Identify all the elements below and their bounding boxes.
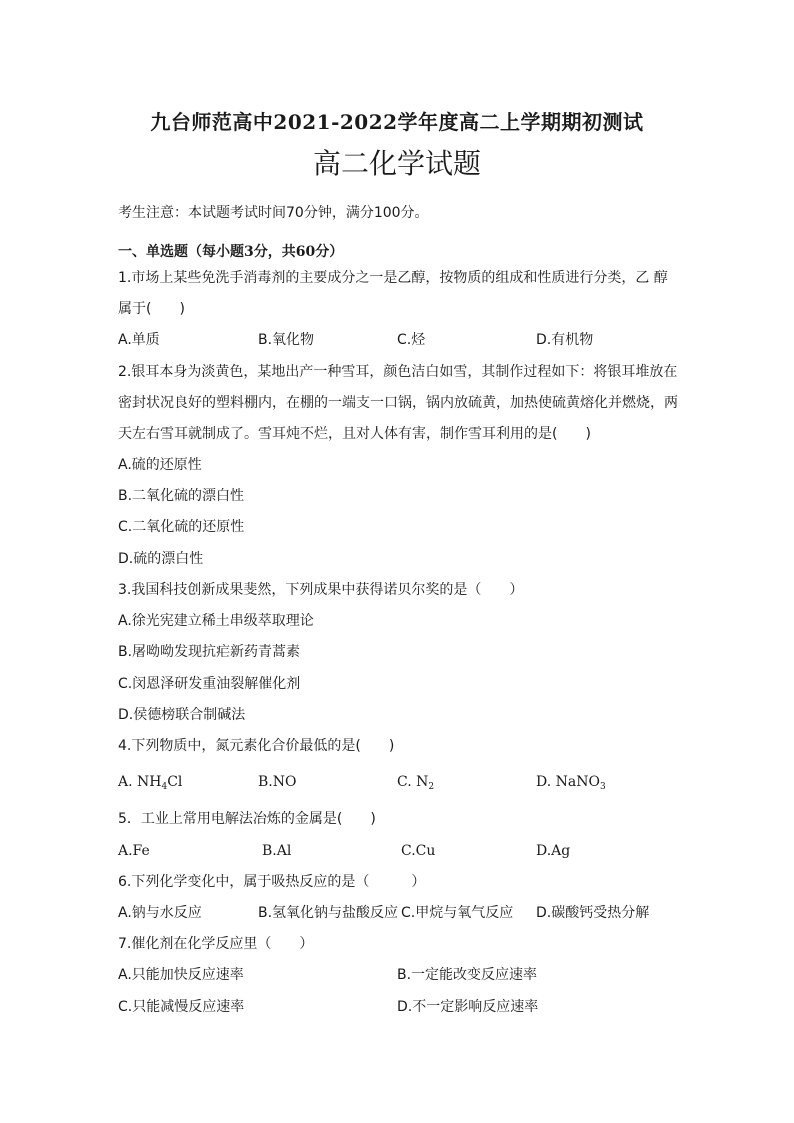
q3-option-d: D.侯德榜联合制碱法 bbox=[118, 707, 246, 723]
q1-option-a: A.单质 bbox=[118, 332, 160, 348]
q2-stem-line2: 密封状况良好的塑料棚内，在棚的一端支一口锅，锅内放硫黄，加热使硫黄熔化并燃烧，两 bbox=[118, 395, 678, 411]
q5-option-a: A.Fe bbox=[118, 843, 150, 859]
exam-title: 九台师范高中2021-2022学年度高二上学期期初测试 bbox=[150, 110, 644, 134]
q6-option-c: C.甲烷与氧气反应 bbox=[401, 905, 514, 921]
q1-option-b: B.氧化物 bbox=[258, 332, 315, 348]
q5-option-d: D.Ag bbox=[536, 843, 571, 859]
q1-stem-line1: 1.市场上某些免洗手消毒剂的主要成分之一是乙醇，按物质的组成和性质进行分类，乙 醇 bbox=[118, 270, 668, 286]
q4-option-c: C. $N_2$ bbox=[397, 774, 435, 792]
q7-option-b: B.一定能改变反应速率 bbox=[397, 967, 538, 983]
q5-stem: 5．工业上常用电解法冶炼的金属是( ) bbox=[118, 811, 376, 827]
q6-stem: 6.下列化学变化中，属于吸热反应的是（ ） bbox=[118, 874, 426, 890]
q6-option-d: D.碳酸钙受热分解 bbox=[536, 905, 650, 921]
exam-notice: 考生注意：本试题考试时间70分钟，满分100分。 bbox=[118, 205, 429, 221]
q1-option-c: C.烃 bbox=[397, 332, 426, 348]
q1-option-d: D.有机物 bbox=[536, 332, 594, 348]
q7-stem: 7.催化剂在化学反应里（ ） bbox=[118, 936, 314, 952]
q5-option-b: B.Al bbox=[262, 843, 292, 859]
q3-option-c: C.闵恩泽研发重油裂解催化剂 bbox=[118, 676, 301, 692]
q5-option-c: C.Cu bbox=[401, 843, 436, 859]
q2-option-a: A.硫的还原性 bbox=[118, 457, 202, 473]
q7-option-c: C.只能减慢反应速率 bbox=[118, 999, 245, 1015]
q7-option-d: D.不一定影响反应速率 bbox=[397, 999, 539, 1015]
q4-stem: 4.下列物质中，氮元素化合价最低的是( ) bbox=[118, 738, 395, 754]
section-heading: 一、单选题（每小题3分，共60分） bbox=[118, 244, 344, 260]
q1-stem-line2: 属于( ) bbox=[118, 301, 185, 317]
q2-stem-line1: 2.银耳本身为淡黄色，某地出产一种雪耳，颜色洁白如雪，其制作过程如下：将银耳堆放在 bbox=[118, 364, 678, 380]
q4-option-d: D. NaNO$_3$ bbox=[536, 774, 606, 792]
q3-option-a: A.徐光宪建立稀土串级萃取理论 bbox=[118, 613, 314, 629]
exam-subtitle: 高二化学试题 bbox=[312, 147, 481, 180]
q3-stem: 3.我国科技创新成果斐然，下列成果中获得诺贝尔奖的是（ ） bbox=[118, 582, 524, 598]
q2-option-c: C.二氧化硫的还原性 bbox=[118, 519, 245, 535]
q3-option-b: B.屠呦呦发现抗疟新药青蒿素 bbox=[118, 644, 301, 660]
q2-stem-line3: 天左右雪耳就制成了。雪耳炖不烂，且对人体有害，制作雪耳利用的是( ) bbox=[118, 426, 591, 442]
q7-option-a: A.只能加快反应速率 bbox=[118, 967, 244, 983]
q4-option-a: A. $NH_4Cl$ bbox=[118, 774, 183, 792]
q4-option-b: B.NO bbox=[258, 774, 297, 790]
q2-option-d: D.硫的漂白性 bbox=[118, 551, 204, 567]
q6-option-b: B.氢氧化钠与盐酸反应 bbox=[258, 905, 399, 921]
q6-option-a: A.钠与水反应 bbox=[118, 905, 202, 921]
q2-option-b: B.二氧化硫的漂白性 bbox=[118, 488, 245, 504]
